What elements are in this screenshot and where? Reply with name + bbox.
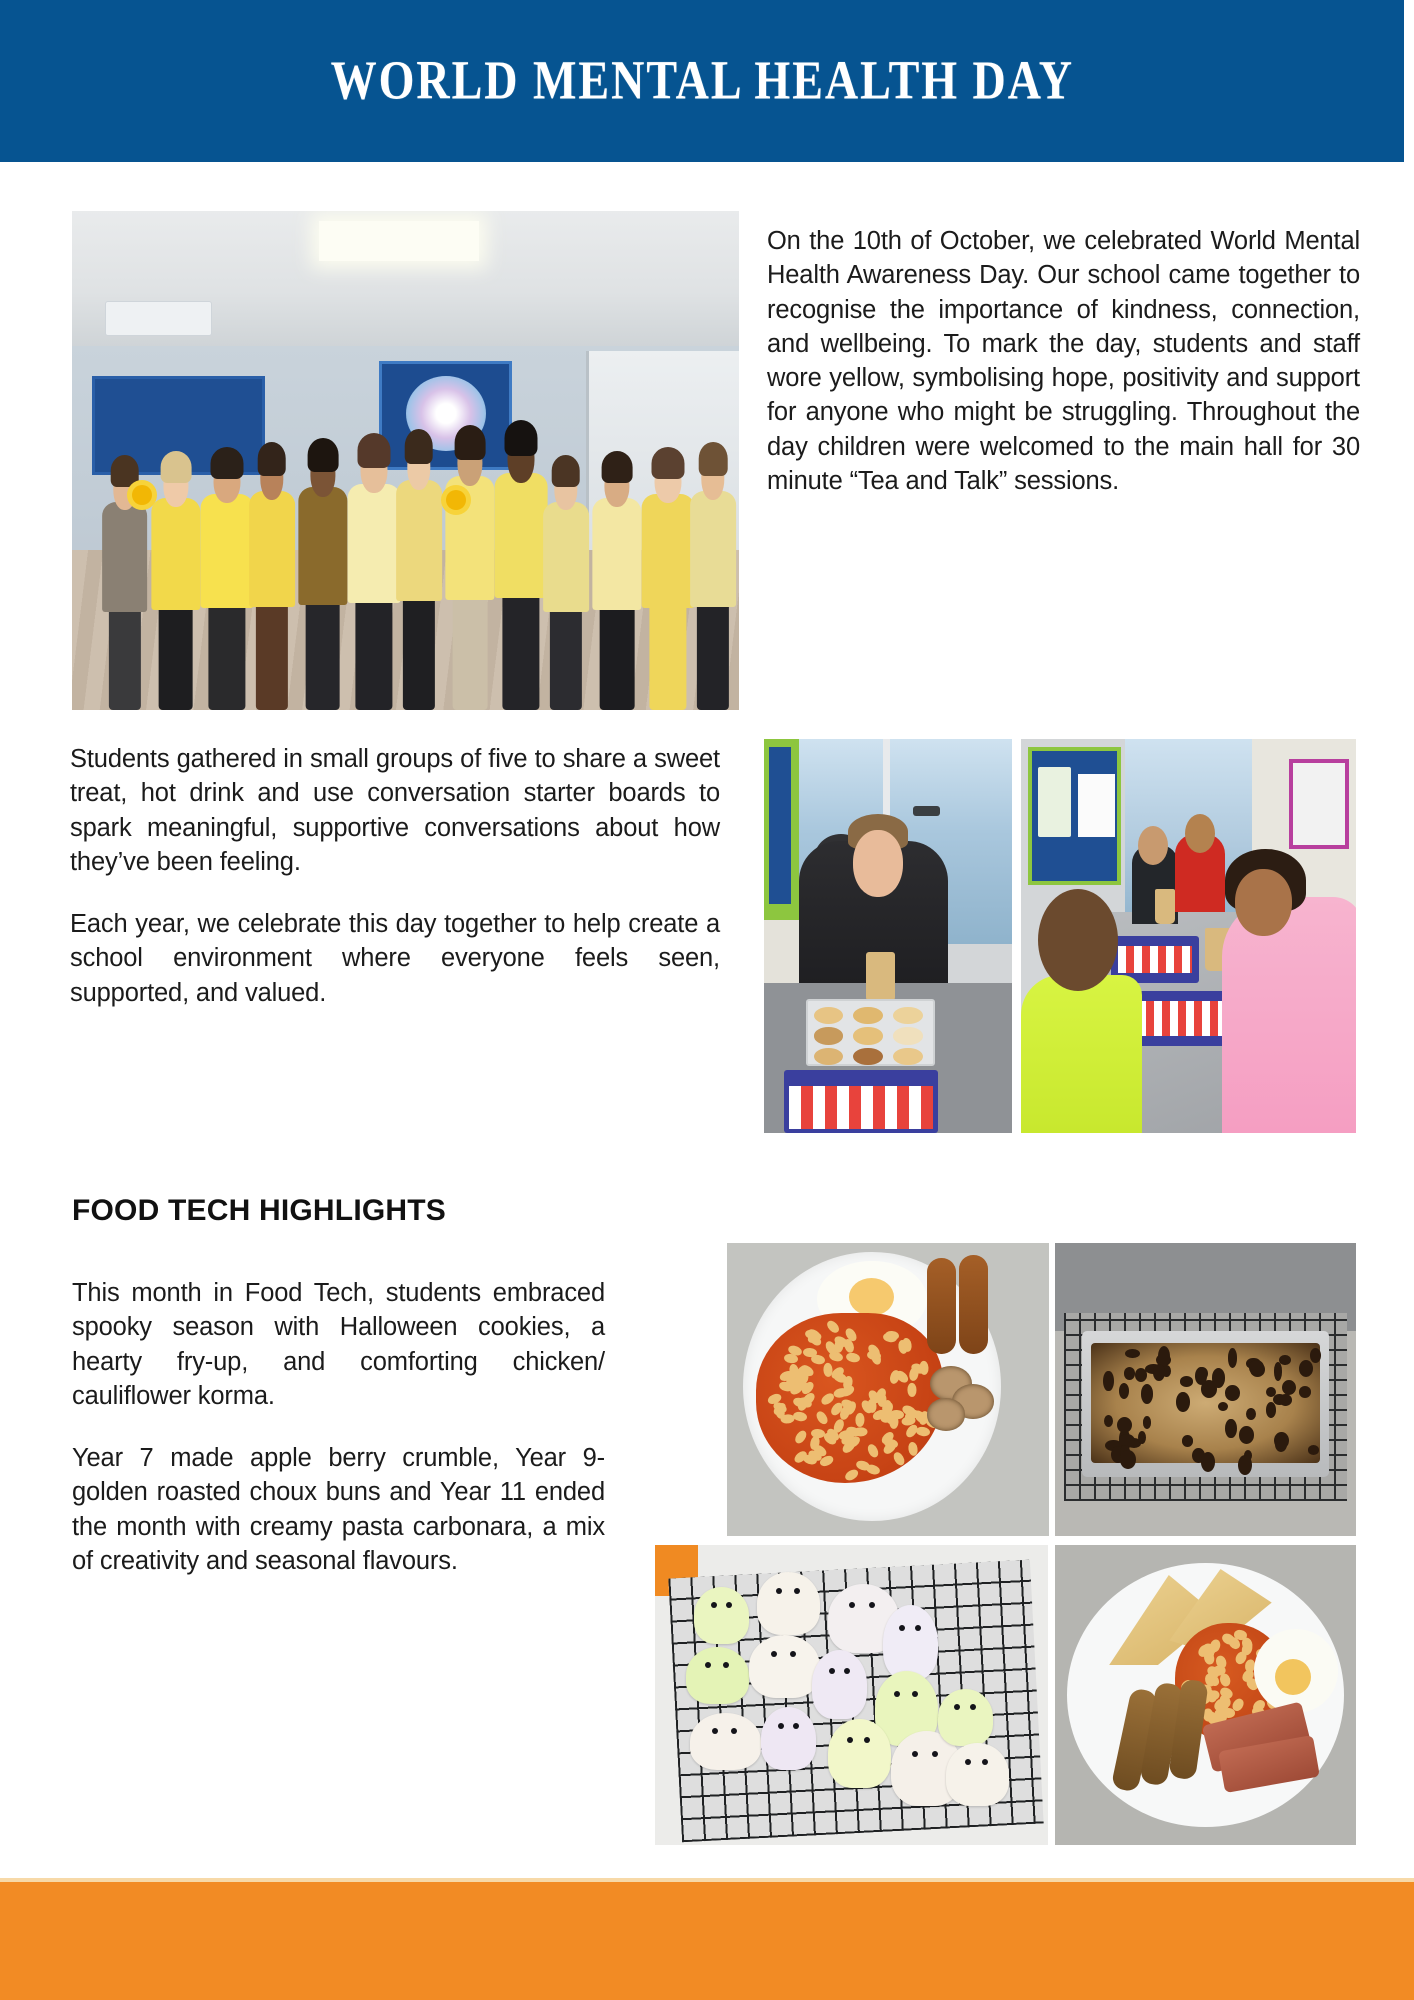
raisin [1212,1368,1226,1388]
figure-hair [405,429,434,464]
intro-paragraph: On the 10th of October, we celebrated World Mental Health Awareness Day. Our school came together to recognise the importance of kindness, connection, and wellbeing. To mark the day, students and staff wore yellow, symbolising hope, positivity and support for anyone who might be struggling. Throughout the day children were welcomed to the main hall for 30 minute “Tea and Talk” sessions. [767,227,1360,496]
conversation-mat-grid-1 [1118,946,1192,974]
sausage-1 [927,1258,956,1355]
staff-figure [442,386,498,710]
hot-drink-cup [866,952,896,1003]
cookie [893,1007,923,1024]
raisin [1153,1364,1165,1381]
ghost-cookie-1 [694,1587,749,1644]
raisin [1195,1367,1207,1385]
ghost-cookie-5 [686,1647,749,1704]
ghost-eye-right [844,1668,850,1674]
staff-figure [540,421,592,710]
raisin [1239,1426,1254,1444]
ghost-eye-left [776,1588,782,1594]
student-head-back [1038,889,1118,991]
bean [1222,1708,1235,1718]
bean [855,1412,865,1426]
raisin [1180,1376,1193,1387]
figure-lower-body [600,592,635,710]
figure-hair [257,442,286,475]
figure-hair [454,425,485,461]
ghost-eye-left [954,1704,960,1710]
ghost-eye-left [712,1728,718,1734]
staff-figure [148,416,204,710]
sunflower-2 [446,490,466,510]
cookie [814,1027,844,1044]
figure-hair [504,420,537,456]
raisin [1135,1368,1147,1382]
staff-group-yellow-photo [72,211,739,710]
staff-figure [246,406,298,710]
food-tech-heading: FOOD TECH HIGHLIGHTS [72,1194,446,1227]
figure-top [151,498,200,610]
page-title: WORLD MENTAL HEALTH DAY [330,49,1074,112]
ghost-eye-left [705,1662,711,1668]
food-tech-text-block [72,1276,605,1578]
staff-figure [687,406,739,710]
ghost-cookie-13 [938,1689,993,1746]
figure-hair [699,442,728,475]
raisin [1103,1371,1113,1391]
student-face [1235,869,1292,936]
figure-hair [602,451,633,483]
staff-figure [99,421,151,710]
ghost-cookie-14 [946,1743,1009,1806]
figure-top [102,502,148,612]
beans-on-toast-plate-photo [1055,1545,1356,1845]
staff-figure [295,401,351,710]
figure-hair [552,455,581,487]
raisin [1266,1402,1276,1417]
student-face [853,830,903,897]
ghost-eye-left [965,1759,971,1765]
figure-hair [210,447,243,480]
ghost-eye-left [912,1751,918,1757]
ghost-eye-left [849,1602,855,1608]
figure-lower-body [355,584,392,710]
halloween-ghost-cookies-photo [655,1545,1048,1845]
ghost-eye-left [711,1602,717,1608]
raisin [1182,1435,1194,1447]
ceiling-light-icon [319,221,479,261]
ghost-eye-right [982,1759,988,1765]
ghost-eye-left [771,1651,777,1657]
hot-drink-cup-3 [1155,889,1175,924]
ghost-eye-right [790,1651,796,1657]
figure-lower-body [403,582,435,710]
staff-figure [393,391,445,710]
ghost-cookie-7 [812,1650,867,1719]
wall-display-board [1289,759,1349,850]
ghost-eye-right [793,1723,799,1729]
ghost-eye-right [794,1588,800,1594]
ghost-eye-right [915,1625,921,1631]
raisin [1279,1355,1290,1365]
figure-lower-body [502,578,539,710]
raisin [1249,1360,1263,1375]
ghost-eye-left [894,1691,900,1697]
student-pink-hoodie [1222,897,1356,1133]
raisin [1218,1402,1228,1412]
ghost-eye-right [932,1751,938,1757]
bean [907,1383,917,1397]
conversation-card-grid [789,1086,933,1129]
staff-figure [589,416,645,710]
ghost-cookie-4 [883,1605,938,1680]
figure-lower-body [109,594,141,710]
ghost-eye-right [970,1704,976,1710]
food-tech-paragraph-1: This month in Food Tech, students embraced spooky season with Halloween cookies, a hearty fry-up, and comforting chicken/ cauliflower korma. [72,1279,605,1410]
photo-wall-lower [764,920,801,983]
ghost-cookie-11 [828,1719,891,1788]
figure-top [396,480,442,601]
ghost-eye-right [869,1602,875,1608]
figure-lower-body [305,586,340,710]
raisin [1238,1455,1252,1475]
ghost-eye-right [864,1737,870,1743]
sausage-2 [959,1255,988,1355]
ghost-cookie-6 [749,1635,820,1698]
intro-text-block [767,224,1360,498]
tea-and-talk-paragraph: Students gathered in small groups of five to share a sweet treat, hot drink and use conversation starter boards to spark meaningful, supportive conversations about how they’ve been feeling. [70,745,720,876]
fry-up-plate-photo [727,1243,1049,1536]
bean [854,1427,868,1437]
raisin [1274,1432,1289,1449]
raisin [1120,1450,1136,1469]
door-handle-icon [913,806,940,816]
ghost-eye-left [778,1723,784,1729]
figure-hair [651,447,684,480]
ghost-eye-left [899,1625,905,1631]
cookie [853,1027,883,1044]
cookie [893,1027,923,1044]
footer-bar [0,1878,1414,2000]
food-tech-paragraph-2: Year 7 made apple berry crumble, Year 9- golden roasted choux buns and Year 11 ended the month with creamy pasta carbonara, a mix of creativity and seasonal flavours. [72,1444,605,1576]
ghost-eye-right [723,1662,729,1668]
tea-and-talk-student-photo [764,739,1012,1133]
figure-lower-body [452,580,487,710]
raisin [1308,1445,1319,1455]
figure-lower-body [550,594,582,710]
ghost-eye-left [829,1668,835,1674]
noticeboard-poster [1038,767,1072,838]
raisin [1274,1362,1283,1381]
raisin [1176,1392,1190,1411]
cookie [893,1048,923,1065]
figure-lower-body [158,592,193,710]
raisin [1124,1367,1135,1379]
each-year-paragraph: Each year, we celebrate this day together to help create a school environment where everyone feels seen, supported, and valued. [70,910,720,1007]
ghost-eye-right [731,1728,737,1734]
ghost-cookie-2 [757,1572,820,1635]
raisin [1119,1383,1129,1399]
egg-yolk [1275,1659,1311,1695]
figure-top [298,487,347,605]
ghost-eye-right [912,1691,918,1697]
ghost-eye-left [847,1737,853,1743]
ghost-cookie-9 [690,1713,761,1770]
ghost-cookie-10 [761,1707,816,1770]
photo-blue-display [769,747,791,905]
figure-top [592,498,641,610]
student-yellow-top [1021,975,1142,1133]
figure-hair [110,455,139,487]
figure-top [543,502,589,612]
conversation-mat-grid-2 [1138,1001,1225,1036]
raisin [1225,1419,1236,1439]
ghost-eye-right [726,1602,732,1608]
mushroom-3 [927,1398,966,1430]
raisin [1141,1384,1153,1404]
crumble-tray-photo [1055,1243,1356,1536]
header-banner [0,0,1404,162]
figure-hair [307,438,338,472]
cookie [853,1048,883,1065]
figure-hair [357,433,390,468]
figure-top [690,491,736,607]
tea-and-talk-text-block [70,742,720,1010]
noticeboard-poster-2 [1078,774,1115,837]
tea-and-talk-group-photo [1021,739,1356,1133]
figure-hair [160,451,191,483]
figure-top [249,491,295,607]
air-conditioner-unit [105,301,212,336]
